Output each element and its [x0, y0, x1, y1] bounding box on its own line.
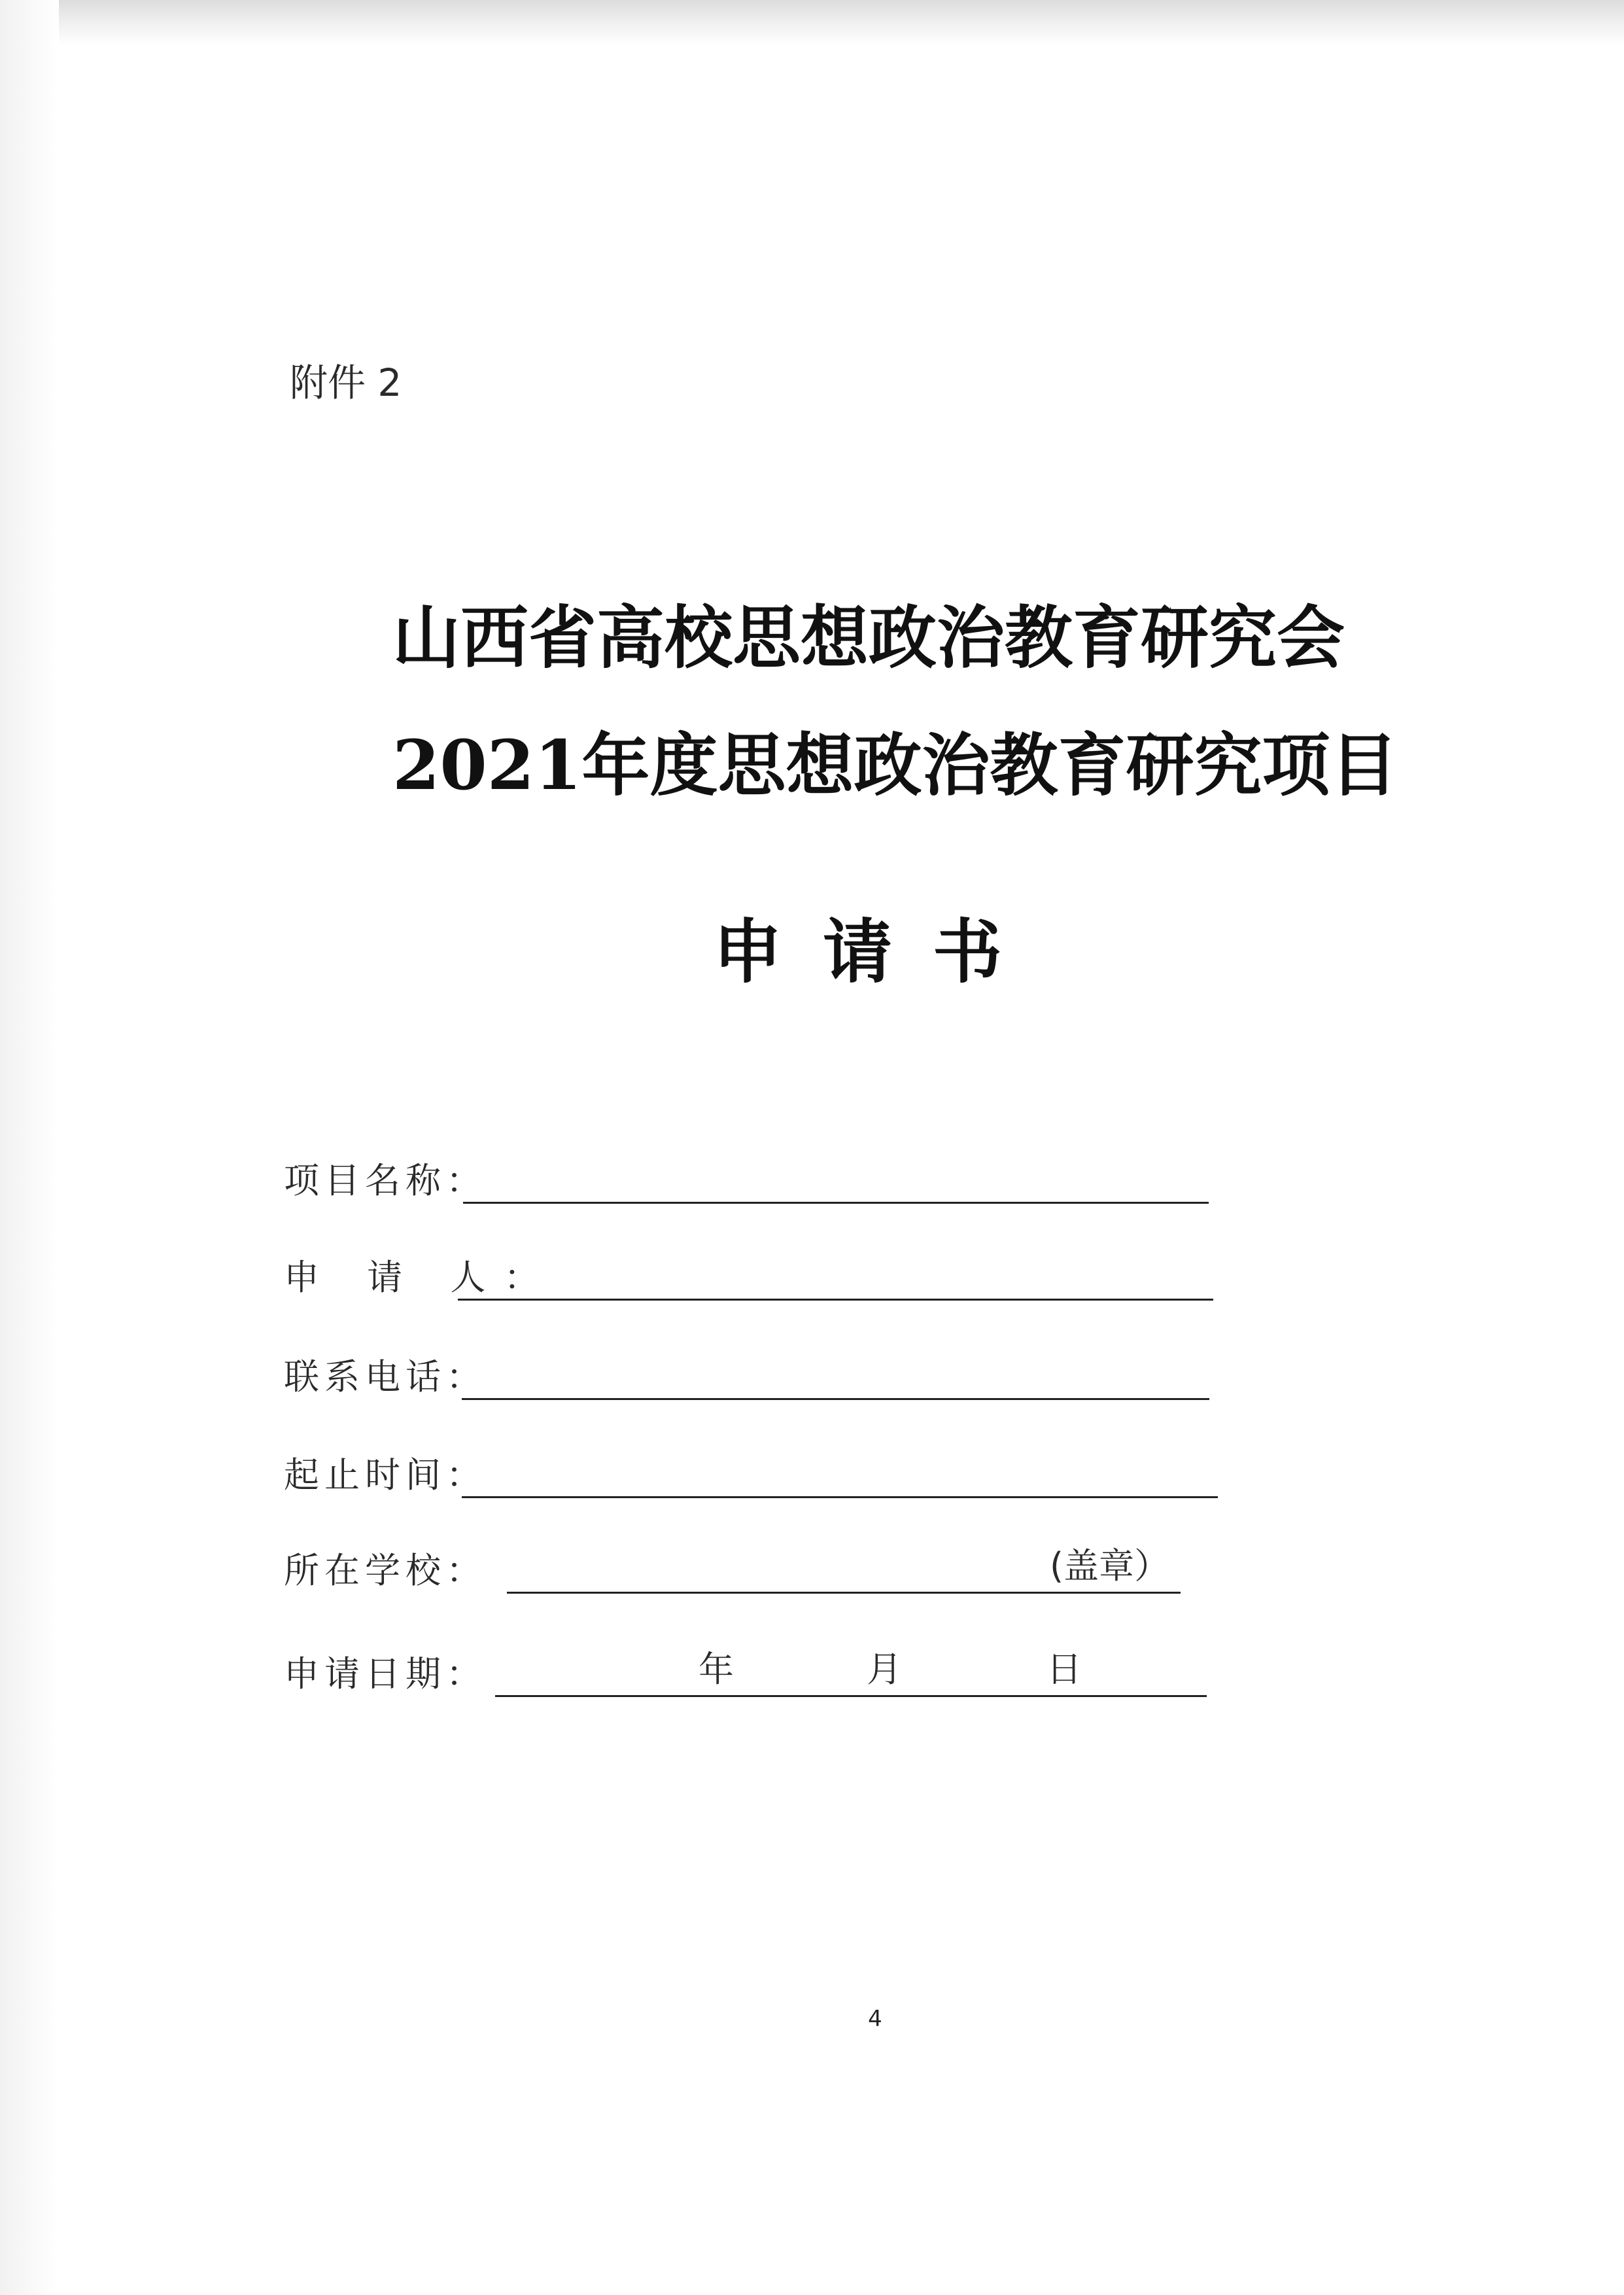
period-label: 起止时间：	[284, 1454, 487, 1496]
form-row-period	[0, 1443, 1624, 1515]
form-row-applicant	[0, 1246, 1624, 1318]
title-line-2: 2021年度思想政治教育研究项目	[392, 725, 1398, 805]
date-year-label: 年	[699, 1649, 734, 1690]
date-field[interactable]	[495, 1649, 1207, 1697]
form-row-school	[0, 1539, 1624, 1611]
scan-shadow-top	[0, 0, 1624, 46]
date-label: 申请日期：	[284, 1653, 487, 1694]
form-row-phone	[0, 1345, 1624, 1417]
school-label: 所在学校：	[284, 1550, 487, 1591]
attachment-label: 附件 2	[290, 360, 402, 405]
title-line-1: 山西省高校思想政治教育研究会	[392, 597, 1345, 678]
period-field[interactable]	[462, 1496, 1218, 1498]
project-name-label: 项目名称：	[284, 1160, 487, 1201]
scan-shadow-left	[0, 0, 59, 2295]
applicant-label: 申 请 人：	[284, 1257, 558, 1298]
page-number: 4	[868, 2006, 882, 2032]
phone-field[interactable]	[462, 1398, 1209, 1400]
project-name-field[interactable]	[463, 1202, 1209, 1204]
applicant-field[interactable]	[458, 1299, 1213, 1301]
document-type-heading: 申请书	[713, 911, 1043, 992]
form-row-date	[0, 1642, 1624, 1714]
seal-note: (盖章）	[1050, 1545, 1170, 1586]
phone-label: 联系电话：	[284, 1356, 487, 1397]
date-month-label: 月	[867, 1649, 902, 1690]
date-day-label: 日	[1046, 1649, 1082, 1690]
form-row-project-name	[0, 1149, 1624, 1221]
school-field[interactable]	[507, 1545, 1181, 1594]
